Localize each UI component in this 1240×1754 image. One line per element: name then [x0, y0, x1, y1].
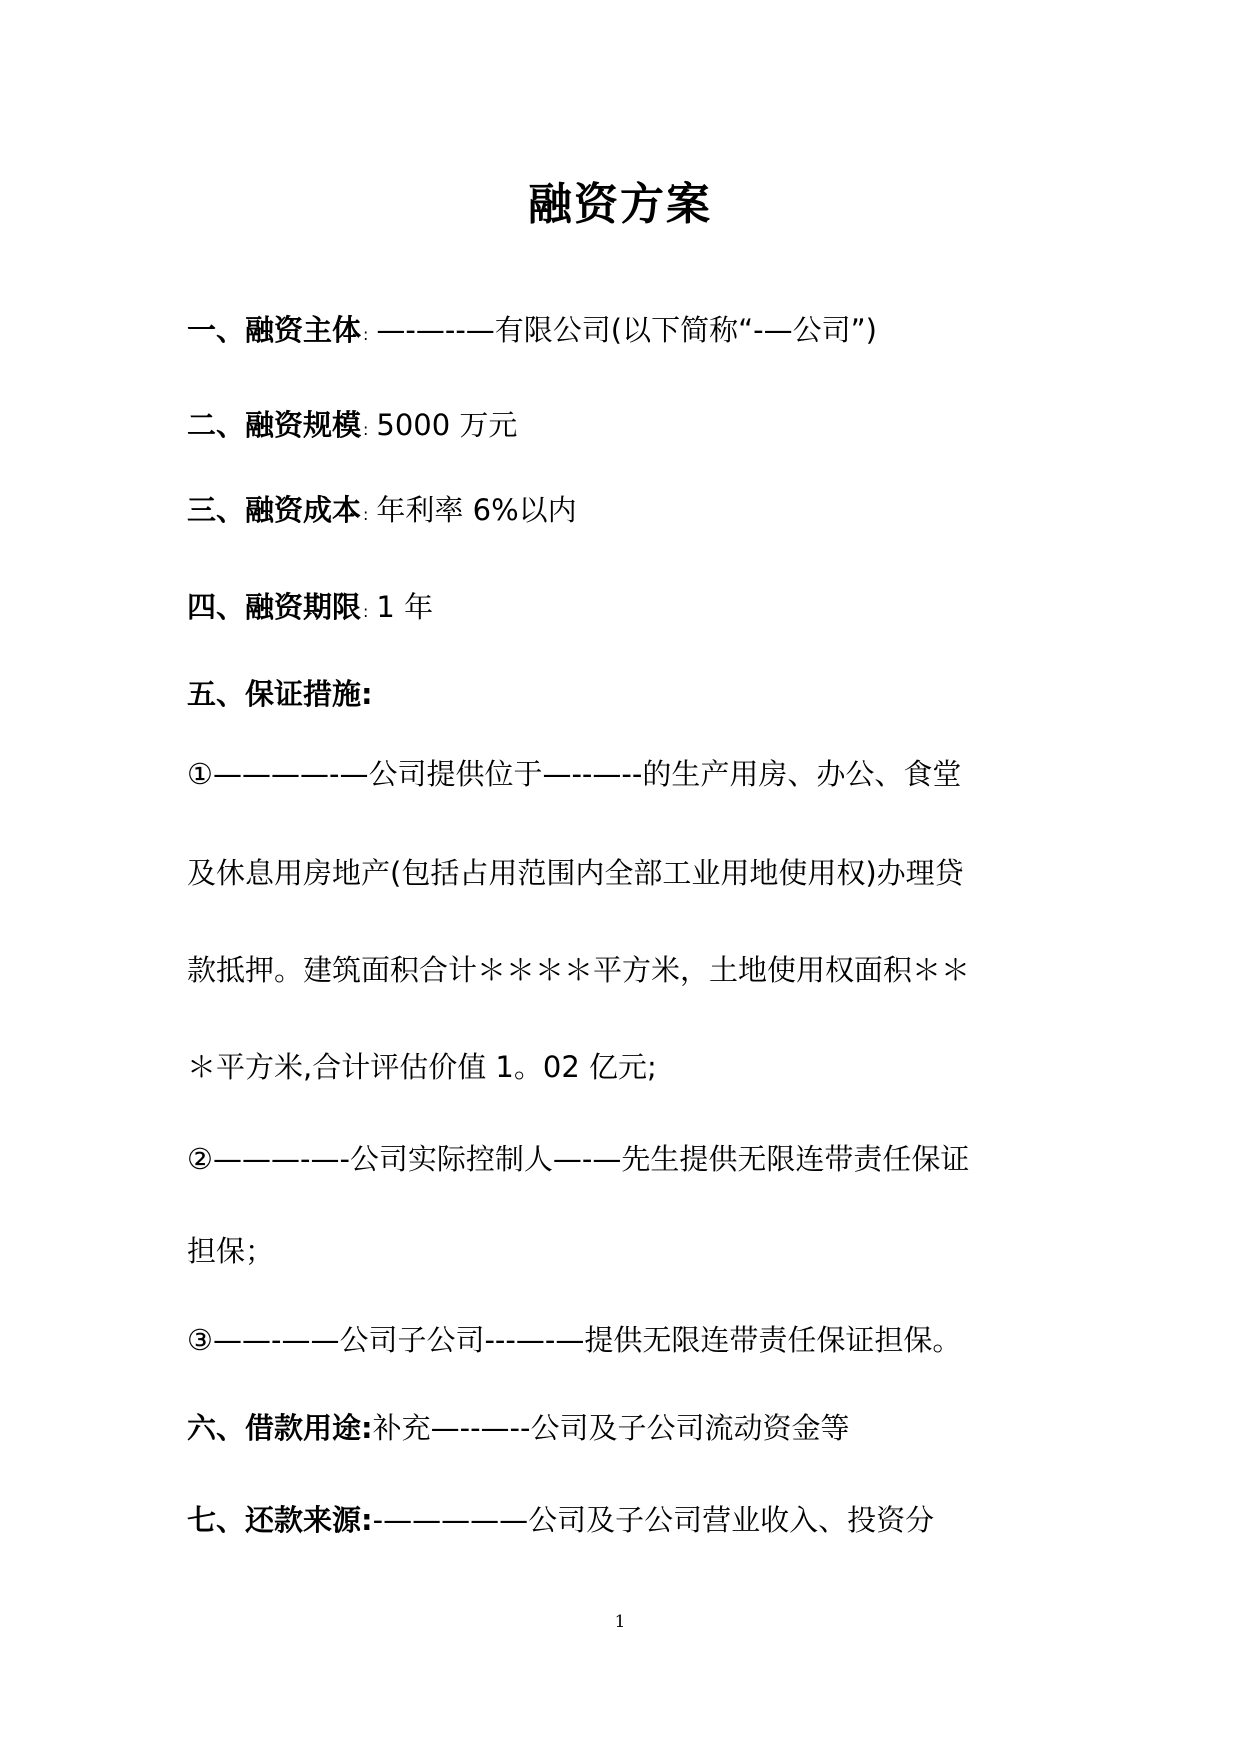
item-repayment-source	[187, 1500, 1067, 1540]
item-financing-scale	[187, 405, 1067, 450]
item-guarantee-measures	[187, 674, 1067, 714]
measure-line: ＊平方米,合计评估价值 1。02 亿元;	[187, 1050, 657, 1084]
item-label: 二、融资规模	[187, 408, 362, 442]
measure-line: ③——-——公司子公司---—-—提供无限连带责任保证担保。	[187, 1323, 962, 1357]
measure-line: 担保；	[187, 1234, 275, 1268]
measure-line: 款抵押。建筑面积合计＊＊＊＊平方米，土地使用权面积＊＊	[187, 953, 971, 987]
item-financing-entity	[187, 310, 1067, 355]
measure-line: ①————-—公司提供位于—--—--的生产用房、办公、食堂	[187, 757, 962, 791]
item-label: 四、融资期限	[187, 590, 362, 624]
item-text: —-—--—有限公司(以下简称“-—公司”)	[376, 313, 877, 347]
item-colon: :	[363, 325, 369, 344]
item-label: 六、借款用途	[187, 1411, 362, 1445]
item-colon: :	[361, 1503, 373, 1537]
measure-line: 及休息用房地产(包括占用范围内全部工业用地使用权)办理贷	[187, 856, 964, 890]
item-label: 七、还款来源	[187, 1503, 362, 1537]
item-text: -—————公司及子公司营业收入、投资分	[372, 1503, 935, 1537]
item-colon: :	[361, 1411, 373, 1445]
item-colon: :	[361, 677, 373, 711]
item-text: 1 年	[376, 590, 434, 624]
item-loan-purpose	[187, 1408, 1067, 1448]
item-colon: :	[363, 505, 369, 524]
item-financing-term	[187, 587, 1067, 632]
measure-line: ②———-—-公司实际控制人—-—先生提供无限连带责任保证	[187, 1142, 970, 1176]
document-title: 融资方案	[528, 179, 712, 230]
item-colon: :	[363, 420, 369, 439]
item-label: 三、融资成本	[187, 493, 362, 527]
item-label: 五、保证措施	[187, 677, 362, 711]
item-text: 补充—--—--公司及子公司流动资金等	[372, 1411, 850, 1445]
item-label: 一、融资主体	[187, 313, 362, 347]
page-number: 1	[614, 1612, 626, 1632]
item-colon: :	[363, 602, 369, 621]
item-financing-cost	[187, 490, 1067, 535]
item-text: 年利率 6%以内	[376, 493, 577, 527]
item-text: 5000 万元	[376, 408, 518, 442]
